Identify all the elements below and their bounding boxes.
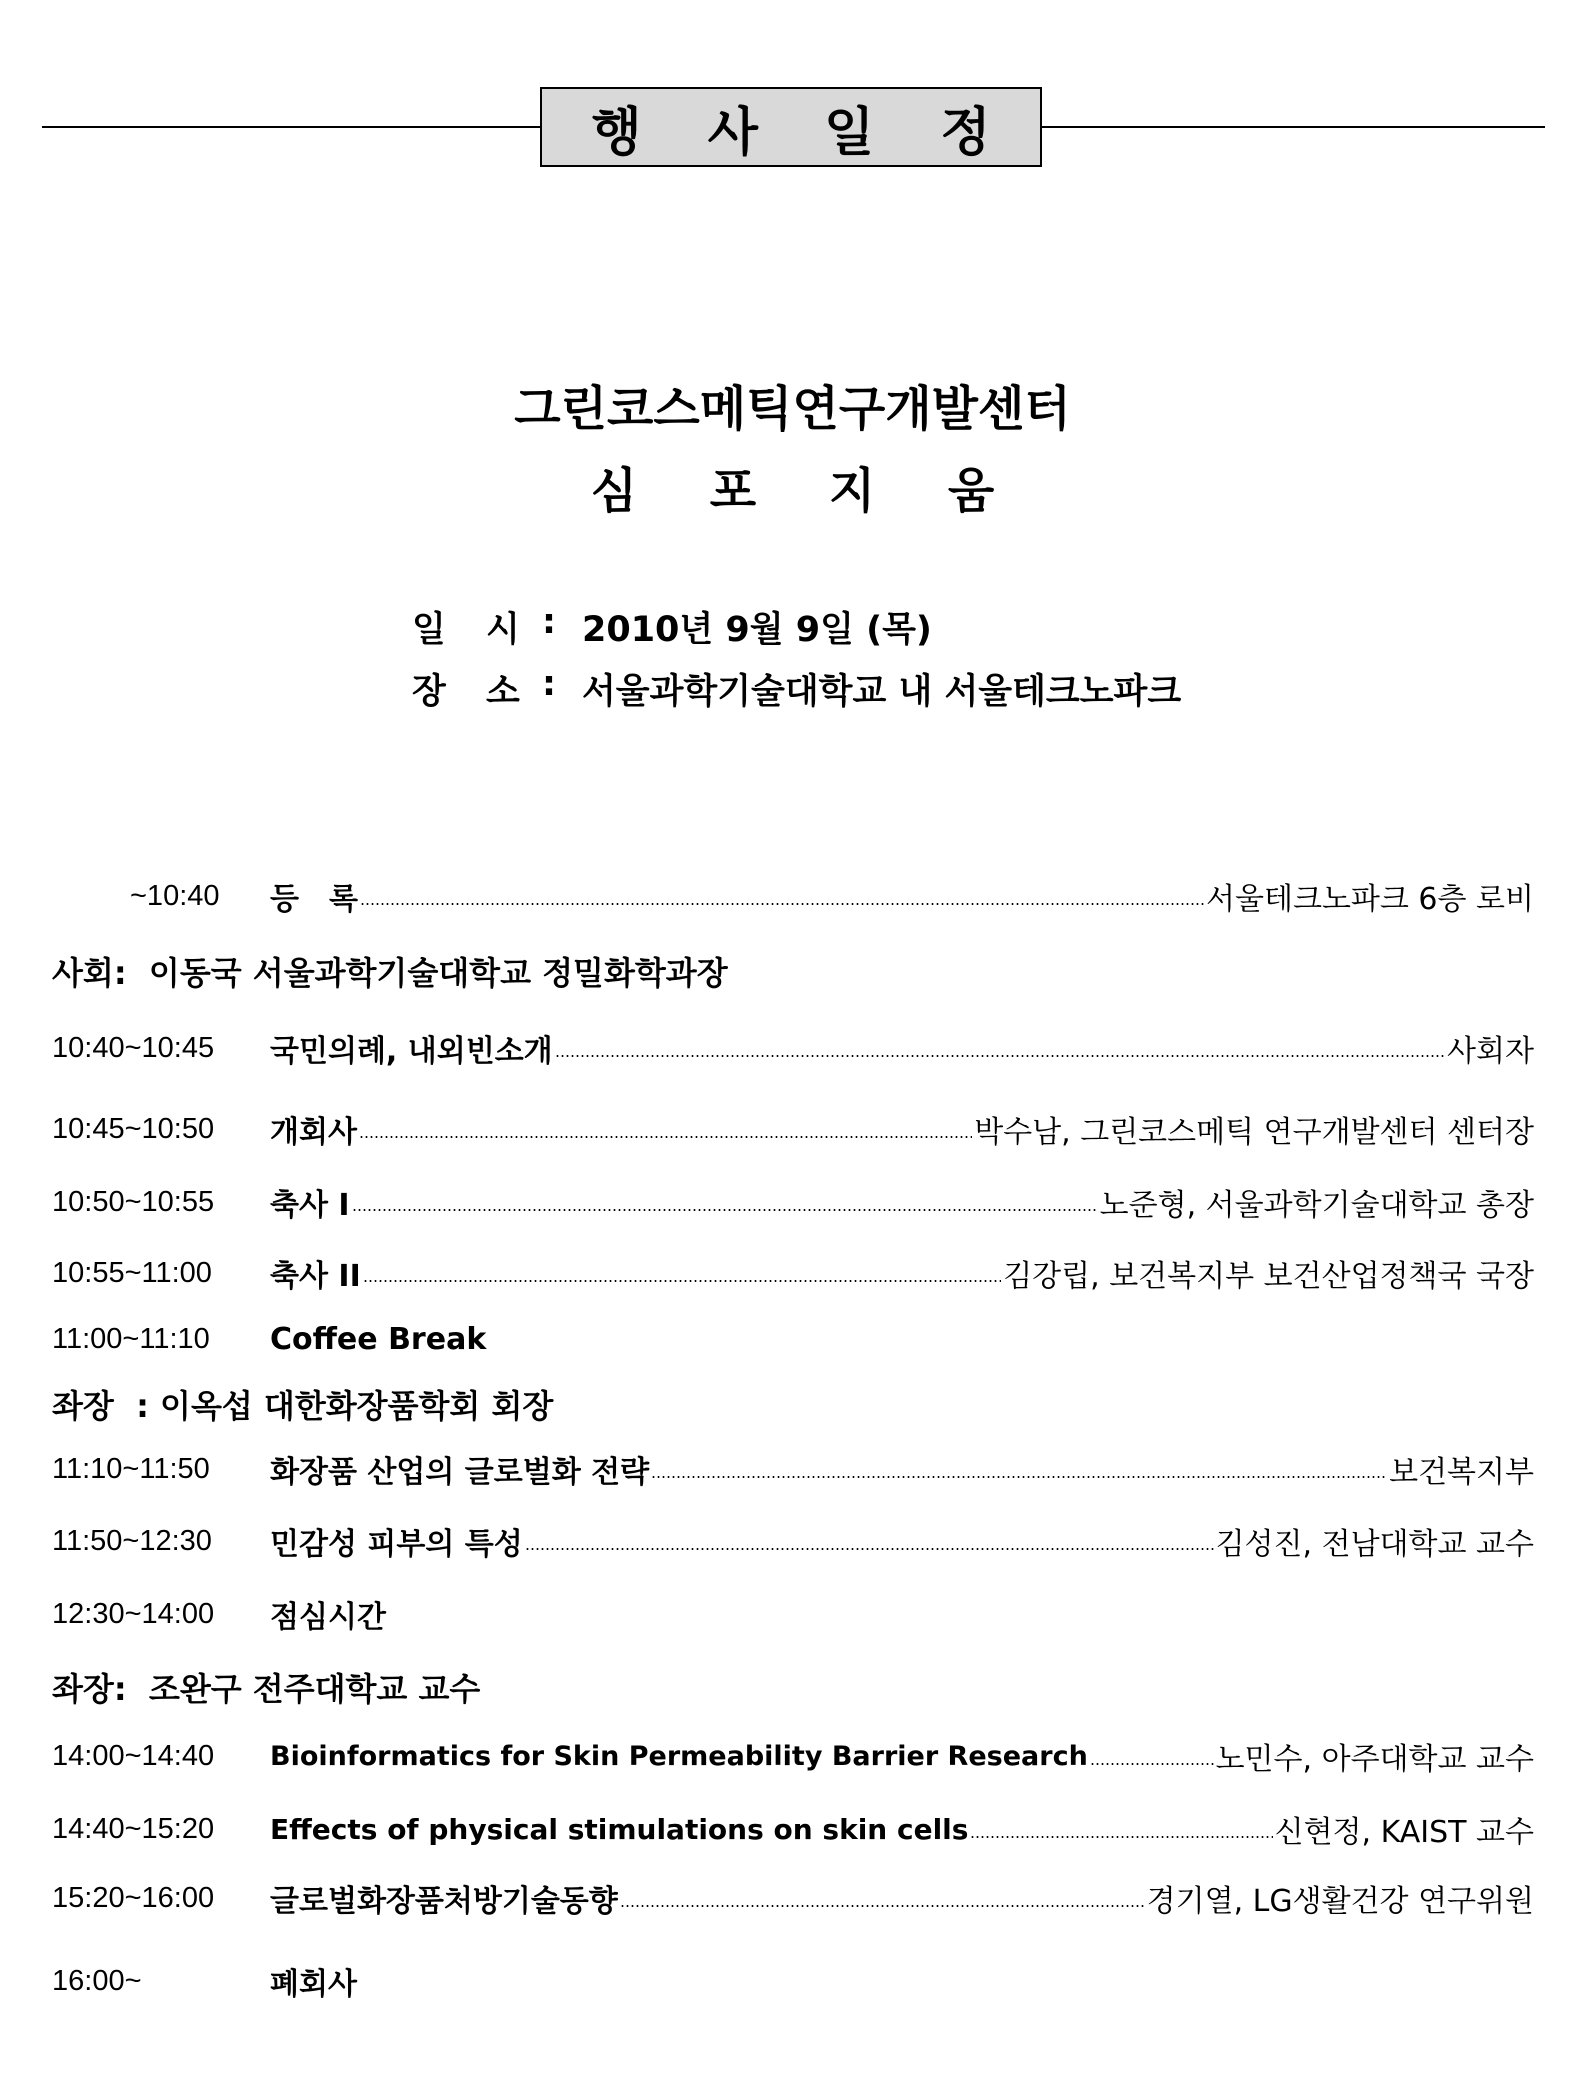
schedule-time: 14:40~15:20 <box>52 1812 215 1845</box>
chair-heading: 사회: 이동국 서울과학기술대학교 정밀화학과장 <box>52 954 728 992</box>
schedule-speaker: 사회자 <box>1447 1034 1534 1069</box>
event-subtitle: 심 포 지 움 <box>590 463 1023 519</box>
schedule-speaker: 노민수, 아주대학교 교수 <box>1215 1742 1534 1777</box>
schedule-row <box>52 1517 1534 1565</box>
schedule-time: 12:30~14:00 <box>52 1597 215 1630</box>
event-date <box>412 602 932 652</box>
schedule-time: 11:50~12:30 <box>52 1524 212 1557</box>
venue-value: 서울과학기술대학교 내 서울테크노파크 <box>582 672 1182 712</box>
event-venue <box>412 664 1181 714</box>
schedule-title: 국민의례, 내외빈소개 <box>270 1034 553 1069</box>
schedule-speaker: 보건복지부 <box>1389 1455 1534 1490</box>
schedule-row <box>52 1957 1534 2005</box>
schedule-row <box>52 1445 1534 1493</box>
schedule-time: 10:40~10:45 <box>52 1031 215 1064</box>
schedule-row <box>52 1590 1534 1638</box>
leader-dots <box>970 1836 1272 1838</box>
schedule-title: 점심시간 <box>270 1600 386 1635</box>
leader-dots <box>363 1280 1001 1282</box>
leader-dots <box>1090 1763 1214 1765</box>
leader-dots <box>651 1476 1387 1478</box>
schedule-row <box>52 1105 1534 1153</box>
schedule-row <box>52 1315 1534 1363</box>
venue-separator: : <box>542 664 556 704</box>
schedule-speaker: 김강립, 보건복지부 보건산업정책국 국장 <box>1003 1259 1534 1294</box>
schedule-title: 개회사 <box>270 1115 357 1150</box>
schedule-time: 10:55~11:00 <box>52 1256 212 1289</box>
schedule-row <box>52 1178 1534 1226</box>
page-title: 행 사 일 정 <box>540 87 1042 167</box>
schedule-row <box>52 1732 1534 1780</box>
schedule-row <box>52 1874 1534 1922</box>
schedule-title: Effects of physical stimulations on skin cells <box>270 1812 969 1846</box>
schedule-speaker: 박수남, 그린코스메틱 연구개발센터 센터장 <box>974 1115 1534 1150</box>
schedule-title: Bioinformatics for Skin Permeability Barrier Research <box>270 1740 1088 1772</box>
header-rule-left <box>42 126 542 128</box>
schedule-speaker: 경기열, LG생활건강 연구위원 <box>1146 1884 1534 1919</box>
leader-dots <box>352 1209 1098 1211</box>
date-label: 일 시 <box>412 610 534 650</box>
schedule-time: 14:00~14:40 <box>52 1739 215 1772</box>
leader-dots <box>359 1136 972 1138</box>
schedule-speaker: 신현정, KAIST 교수 <box>1274 1815 1534 1850</box>
schedule-title: 축사 II <box>270 1259 361 1294</box>
header-rule-right <box>1040 126 1545 128</box>
chair-heading: 좌장 : 이옥섭 대한화장품학회 회장 <box>52 1387 554 1425</box>
schedule-time: 16:00~ <box>52 1964 142 1997</box>
schedule-title: 글로벌화장품처방기술동향 <box>270 1884 618 1919</box>
schedule-title: 축사 I <box>270 1188 350 1223</box>
schedule-time: 11:00~11:10 <box>52 1322 210 1355</box>
schedule-time: 11:10~11:50 <box>52 1452 210 1485</box>
date-value: 2010년 9월 9일 (목) <box>582 610 932 650</box>
chair-heading: 좌장: 조완구 전주대학교 교수 <box>52 1670 481 1708</box>
schedule-title: 등 록 <box>270 882 358 917</box>
schedule-title: 화장품 산업의 글로벌화 전략 <box>270 1455 650 1490</box>
schedule-row <box>52 1805 1534 1853</box>
schedule-time: ~10:40 <box>130 879 220 912</box>
leader-dots <box>360 903 1204 905</box>
schedule-speaker: 김성진, 전남대학교 교수 <box>1215 1527 1534 1562</box>
date-separator: : <box>542 602 556 642</box>
schedule-time: 10:45~10:50 <box>52 1112 215 1145</box>
schedule-title: 폐회사 <box>270 1967 357 2002</box>
schedule-title: Coffee Break <box>270 1321 487 1357</box>
schedule-title: 민감성 피부의 특성 <box>270 1527 523 1562</box>
event-name: 그린코스메틱연구개발센터 <box>514 381 1071 437</box>
schedule-row <box>52 1249 1534 1297</box>
leader-dots <box>620 1905 1145 1907</box>
schedule-time: 10:50~10:55 <box>52 1185 215 1218</box>
venue-label: 장 소 <box>412 672 534 712</box>
leader-dots <box>525 1548 1214 1550</box>
schedule-row <box>52 1024 1534 1072</box>
schedule-speaker: 서울테크노파크 6층 로비 <box>1206 882 1534 917</box>
schedule-time: 15:20~16:00 <box>52 1881 215 1914</box>
schedule-row <box>52 872 1534 920</box>
schedule-speaker: 노준형, 서울과학기술대학교 총장 <box>1099 1188 1534 1223</box>
leader-dots <box>555 1055 1445 1057</box>
